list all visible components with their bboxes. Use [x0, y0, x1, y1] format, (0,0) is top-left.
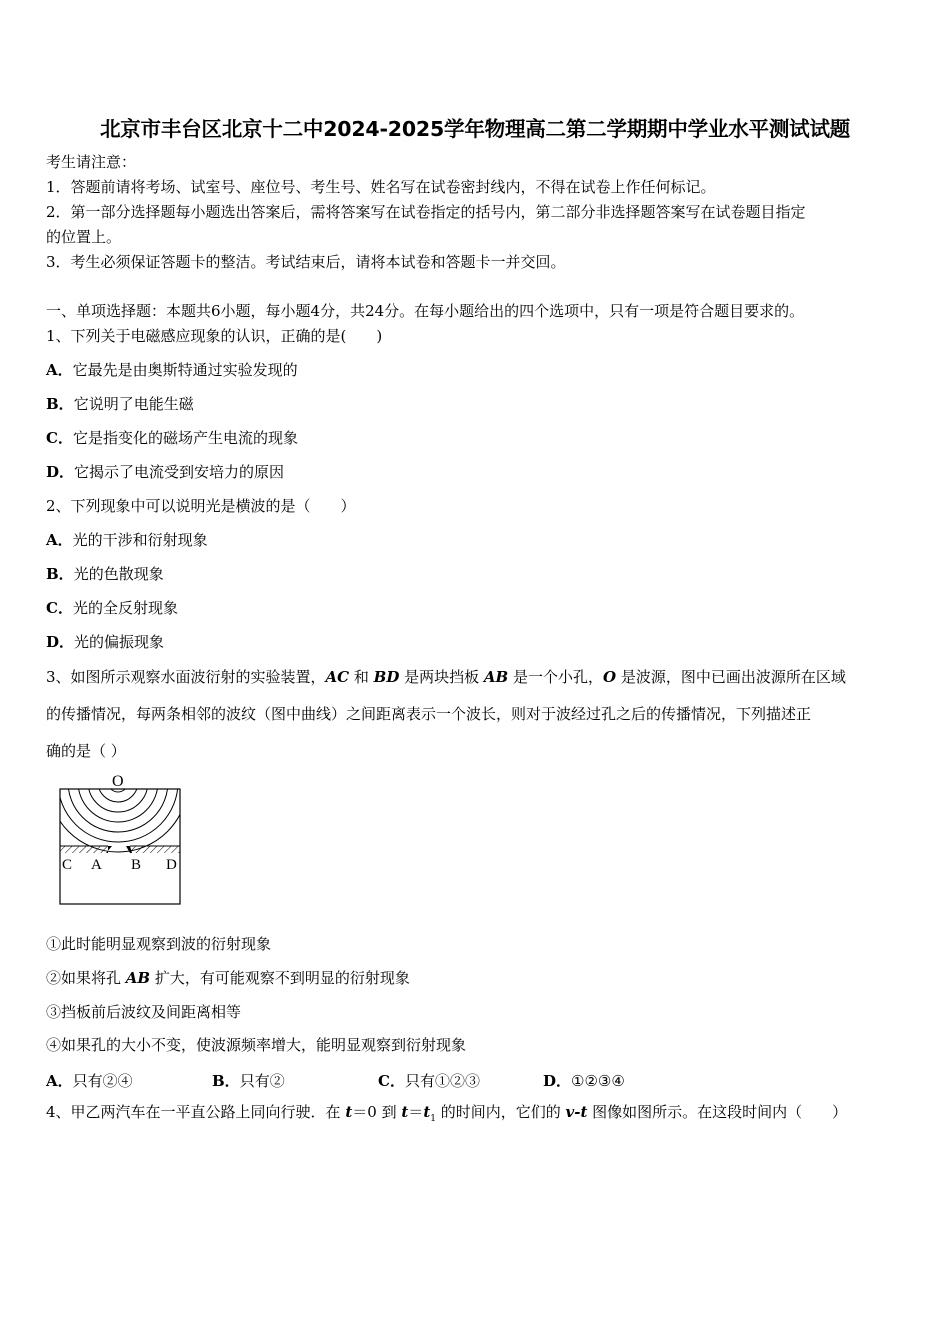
- q3-option-a: A．只有②④: [46, 1072, 133, 1090]
- option-letter: B．: [46, 565, 74, 583]
- q1-option-d: [46, 463, 284, 481]
- notice-item: 2．第一部分选择题每小题选出答案后，需将答案写在试卷指定的括号内，第二部分非选择题答案写在试卷题目指定: [46, 203, 806, 221]
- q3-option-d: D．①②③④: [543, 1072, 625, 1090]
- question-1-stem: 1、下列关于电磁感应现象的认识，正确的是( ): [46, 327, 383, 345]
- option-text: 光的全反射现象: [72, 599, 178, 617]
- label-b: B: [131, 857, 142, 873]
- notice-item: 3．考生必须保证答题卡的整洁。考试结束后，请将本试卷和答题卡一并交回。: [46, 253, 566, 271]
- q3-statement-4: ④如果孔的大小不变，使波源频率增大，能明显观察到衍射现象: [46, 1036, 467, 1054]
- option-text: 光的干涉和衍射现象: [72, 531, 208, 549]
- option-letter: A．: [46, 361, 73, 379]
- option-letter: B．: [46, 395, 74, 413]
- option-letter: A．: [46, 531, 73, 549]
- option-text: 光的偏振现象: [74, 633, 165, 651]
- q2-option-c: [46, 599, 178, 617]
- wave-diffraction-figure: [56, 770, 186, 908]
- option-letter: C．: [46, 599, 73, 617]
- option-text: 它揭示了电流受到安培力的原因: [74, 463, 285, 481]
- option-letter: D．: [46, 463, 75, 481]
- notice-heading: 考生请注意：: [46, 153, 137, 171]
- q3-statement-1: ①此时能明显观察到波的衍射现象: [46, 935, 272, 953]
- option-letter: C．: [46, 429, 73, 447]
- label-a: A: [91, 857, 102, 873]
- barrier-left: [60, 846, 108, 853]
- q1-option-a: [46, 361, 298, 379]
- q1-option-c: [46, 429, 298, 447]
- option-letter: D．: [46, 633, 75, 651]
- q3-statement-3: ③挡板前后波纹及间距离相等: [46, 1003, 242, 1021]
- q2-option-a: [46, 531, 208, 549]
- barrier-right: [130, 846, 180, 853]
- q2-option-b: [46, 565, 164, 583]
- question-3-stem-line1: 3、如图所示观察水面波衍射的实验装置，AC 和 BD 是两块挡板 AB 是一个小孔，O 是波源，图中已画出波源所在区域: [46, 668, 846, 686]
- q1-option-b: [46, 395, 194, 413]
- section-heading: 一、单项选择题：本题共6小题，每小题4分，共24分。在每小题给出的四个选项中，只有一项是符合题目要求的。: [46, 302, 805, 320]
- q3-option-c: C．只有①②③: [378, 1072, 480, 1090]
- question-4-stem: 4、甲乙两汽车在一平直公路上同向行驶．在 t＝0 到 $t=t_1$ 的时间内，它们的 v-t 图像如图所示。在这段时间内（ ）: [46, 1103, 848, 1124]
- notice-item: 的位置上。: [46, 228, 122, 246]
- q3-option-b: B．只有②: [212, 1072, 285, 1090]
- page-title: 北京市丰台区北京十二中2024-2025学年物理高二第二学期期中学业水平测试试题: [99, 117, 851, 141]
- question-2-stem: 2、下列现象中可以说明光是横波的是（ ）: [46, 497, 356, 515]
- label-d: D: [166, 857, 177, 873]
- question-3-stem-line2: 的传播情况，每两条相邻的波纹（图中曲线）之间距离表示一个波长，则对于波经过孔之后的传播情况，下列描述正: [46, 705, 812, 723]
- label-c: C: [62, 857, 73, 873]
- q2-option-d: [46, 633, 164, 651]
- option-text: 它说明了电能生磁: [73, 395, 194, 413]
- option-text: 它是指变化的磁场产生电流的现象: [72, 429, 298, 447]
- option-text: 它最先是由奥斯特通过实验发现的: [72, 361, 298, 379]
- q3-statement-2: ②如果将孔 AB 扩大，有可能观察不到明显的衍射现象: [46, 969, 410, 987]
- question-3-stem-line3: 确的是（ ）: [46, 742, 126, 760]
- source-label: O: [112, 773, 124, 790]
- option-text: 光的色散现象: [73, 565, 164, 583]
- notice-item: 1．答题前请将考场、试室号、座位号、考生号、姓名写在试卷密封线内，不得在试卷上作任何标记。: [46, 178, 716, 196]
